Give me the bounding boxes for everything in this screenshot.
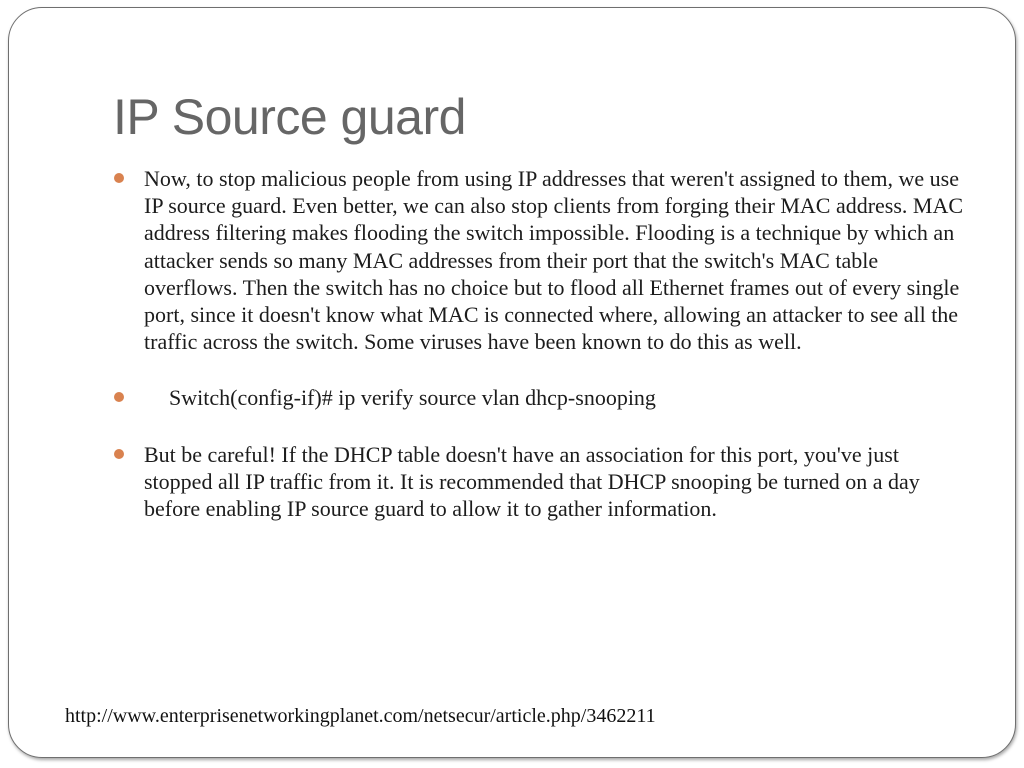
bullet-item-warning	[114, 441, 964, 523]
source-link[interactable]: http://www.enterprisenetworkingplanet.com/netsecur/article.php/3462211	[65, 705, 656, 727]
bullet-dot-icon	[114, 449, 124, 459]
slide-title: IP Source guard	[113, 89, 466, 145]
bullet-text: But be careful! If the DHCP table doesn't have an association for this port, you've just stopped all IP traffic from it. It is recommended that DHCP snooping be turned on a day before enabling IP source guard to allow it to gather information.	[144, 441, 920, 522]
bullet-item-ip-source-guard	[114, 165, 964, 355]
bullet-dot-icon	[114, 173, 124, 183]
bullet-dot-icon	[114, 392, 124, 402]
command-text: Switch(config-if)# ip verify source vlan dhcp-snooping	[169, 385, 656, 411]
bullet-text: Now, to stop malicious people from using IP addresses that weren't assigned to them, we use IP source guard. Even better, we can also stop clients from forging their MAC address. MAC address filtering makes flooding the switch impossible. Flooding is a technique by which an attacker sends so many MAC addresses from their port that the switch's MAC table overflows. Then the switch has no choice but to flood all Ethernet frames out of every single port, since it doesn't know what MAC is connected where, allowing an attacker to see all the traffic across the switch. Some viruses have been known to do this as well.	[144, 166, 964, 355]
bullet-list	[114, 165, 964, 522]
bullet-item-command	[114, 384, 964, 411]
